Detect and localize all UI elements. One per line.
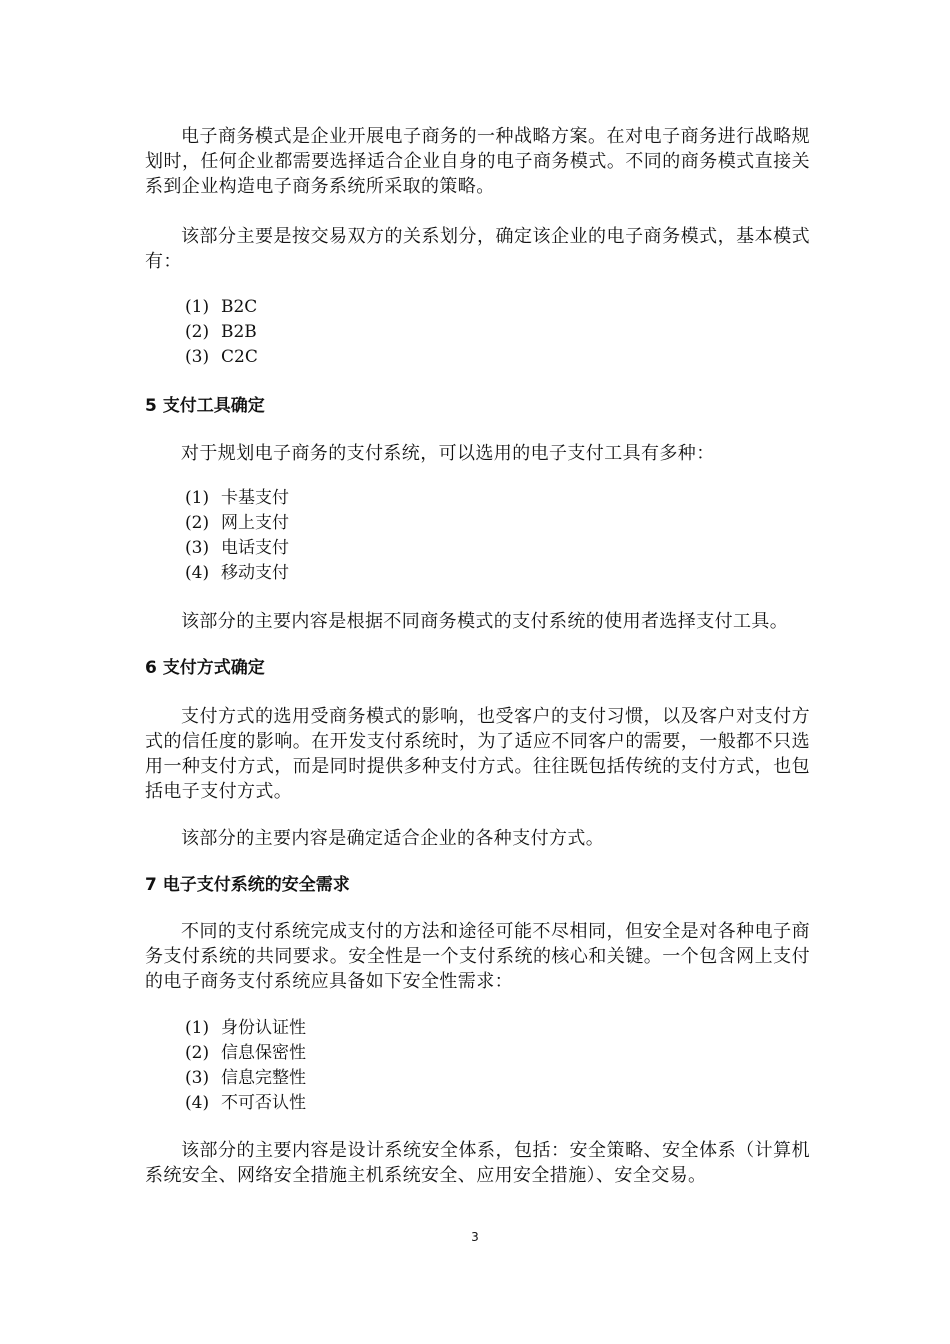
list-item-number: (3): [185, 538, 210, 558]
list-item: [145, 1091, 810, 1116]
list-item-number: (1): [185, 1018, 210, 1038]
list-item-text: 身份认证性: [221, 1018, 306, 1038]
list-item: [145, 320, 810, 345]
list-security-requirements: [145, 1016, 810, 1116]
list-item-number: (2): [185, 322, 210, 342]
list-item: [145, 1066, 810, 1091]
list-item-text: C2C: [221, 347, 258, 367]
list-item-number: (1): [185, 297, 210, 317]
list-item: [145, 536, 810, 561]
paragraph-security-requirements: 不同的支付系统完成支付的方法和途径可能不尽相同，但安全是对各种电子商务支付系统的共同要求。安全性是一个支付系统的核心和关键。一个包含网上支付的电子商务支付系统应具备如下安全性需求：: [145, 921, 810, 992]
list-item-text: 网上支付: [221, 513, 289, 533]
list-item: [145, 295, 810, 320]
list-item-text: 信息保密性: [221, 1043, 306, 1063]
list-item: [145, 345, 810, 370]
list-item: [145, 511, 810, 536]
list-item: [145, 1016, 810, 1041]
list-modes: [145, 295, 810, 370]
paragraph-ecommerce-mode: 电子商务模式是企业开展电子商务的一种战略方案。在对电子商务进行战略规划时，任何企业都需要选择适合企业自身的电子商务模式。不同的商务模式直接关系到企业构造电子商务系统所采取的策略。: [145, 126, 810, 197]
list-item-text: B2B: [221, 322, 257, 342]
list-item-number: (3): [185, 347, 210, 367]
paragraph-security-summary: 该部分的主要内容是设计系统安全体系，包括：安全策略、安全体系（计算机系统安全、网络安全措施主机系统安全、应用安全措施）、安全交易。: [145, 1140, 810, 1186]
paragraph-basic-modes: 该部分主要是按交易双方的关系划分，确定该企业的电子商务模式，基本模式有：: [145, 226, 810, 272]
paragraph-payment-methods: 支付方式的选用受商务模式的影响，也受客户的支付习惯，以及客户对支付方式的信任度的影响。在开发支付系统时，为了适应不同客户的需要，一般都不只选用一种支付方式，而是同时提供多种支付方式。往往既包括传统的支付方式，也包括电子支付方式。: [145, 706, 810, 802]
list-item: [145, 561, 810, 586]
list-item-number: (2): [185, 513, 210, 533]
section-heading-5: 5 支付工具确定: [145, 396, 265, 416]
list-item-number: (2): [185, 1043, 210, 1063]
section-heading-7: 7 电子支付系统的安全需求: [145, 875, 350, 895]
page-number: 3: [471, 1230, 479, 1244]
list-item-number: (4): [185, 1093, 210, 1113]
list-item-text: 卡基支付: [221, 488, 289, 508]
list-item-text: 移动支付: [221, 563, 289, 583]
paragraph-payment-tools: 对于规划电子商务的支付系统，可以选用的电子支付工具有多种：: [181, 443, 715, 464]
list-item-number: (3): [185, 1068, 210, 1088]
list-item-text: 信息完整性: [221, 1068, 306, 1088]
section-heading-6: 6 支付方式确定: [145, 658, 265, 678]
list-item-text: 不可否认性: [221, 1093, 306, 1113]
list-item-number: (1): [185, 488, 210, 508]
list-item-number: (4): [185, 563, 210, 583]
paragraph-payment-methods-summary: 该部分的主要内容是确定适合企业的各种支付方式。: [181, 828, 605, 849]
paragraph-payment-tools-summary: 该部分的主要内容是根据不同商务模式的支付系统的使用者选择支付工具。: [181, 611, 789, 632]
list-item-text: 电话支付: [221, 538, 289, 558]
list-item-text: B2C: [221, 297, 258, 317]
list-payment-tools: [145, 486, 810, 586]
list-item: [145, 486, 810, 511]
list-item: [145, 1041, 810, 1066]
